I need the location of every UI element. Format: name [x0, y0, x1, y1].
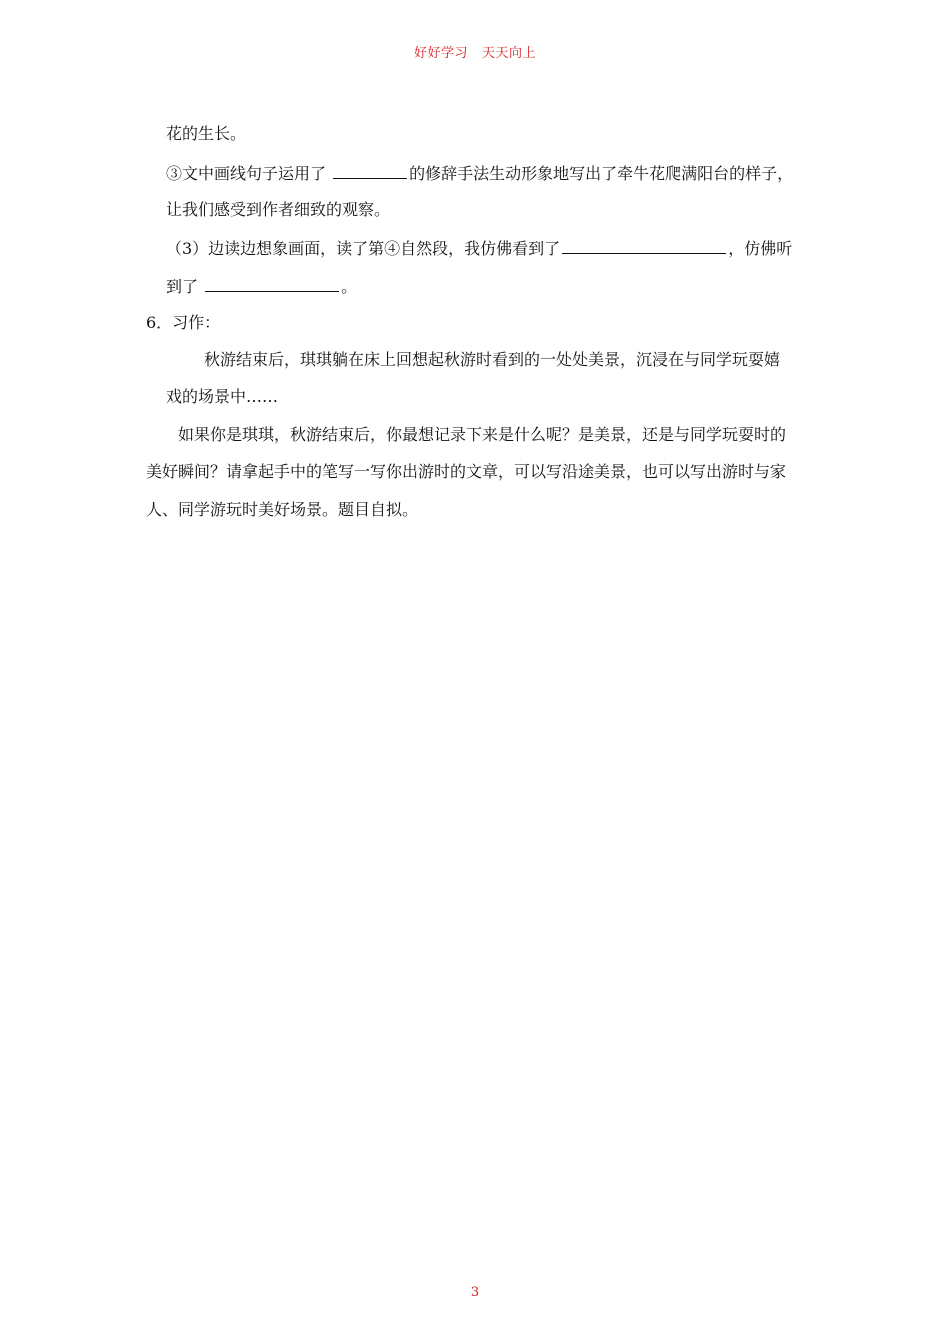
essay-prompt-line-4: 美好瞬间？请拿起手中的笔写一写你出游时的文章，可以写沿途美景，也可以写出游时与家	[146, 462, 787, 481]
question-hear-prefix: 到了	[166, 277, 199, 296]
text-line-flower-growth: 花的生长。	[166, 124, 247, 143]
answer-blank-hear[interactable]	[205, 275, 339, 292]
question-imagine-prefix: （3）边读边想象画面，读了第④自然段，我仿佛看到了	[166, 239, 561, 258]
essay-prompt-line-5: 人、同学游玩时美好场景。题目自拟。	[146, 500, 419, 519]
essay-prompt-line-2: 戏的场景中……	[166, 387, 279, 406]
question-hear-suffix: 。	[341, 277, 358, 296]
page-number: 3	[470, 1285, 480, 1300]
question-rhetoric-line	[166, 162, 793, 184]
question-imagine-suffix: ，仿佛听	[728, 239, 793, 258]
essay-prompt-line-1: 秋游结束后，琪琪躺在床上回想起秋游时看到的一处处美景，沉浸在与同学玩耍嬉	[204, 350, 781, 369]
answer-blank-rhetoric[interactable]	[333, 162, 407, 179]
question-imagine-line	[166, 237, 792, 259]
question-6-title: 6．习作：	[146, 313, 221, 332]
question-rhetoric-suffix: 的修辞手法生动形象地写出了牵牛花爬满阳台的样子，	[409, 164, 794, 183]
question-hear-line	[166, 275, 357, 297]
page-header	[0, 42, 950, 61]
essay-prompt-line-3: 如果你是琪琪，秋游结束后，你最想记录下来是什么呢？是美景，还是与同学玩耍时的	[178, 425, 787, 444]
answer-blank-see[interactable]	[562, 237, 726, 254]
question-rhetoric-prefix: ③文中画线句子运用了	[166, 164, 327, 183]
text-line-observation: 让我们感受到作者细致的观察。	[166, 200, 391, 219]
header-motto-left: 好好学习	[413, 46, 468, 61]
header-motto-right: 天天向上	[482, 46, 537, 61]
